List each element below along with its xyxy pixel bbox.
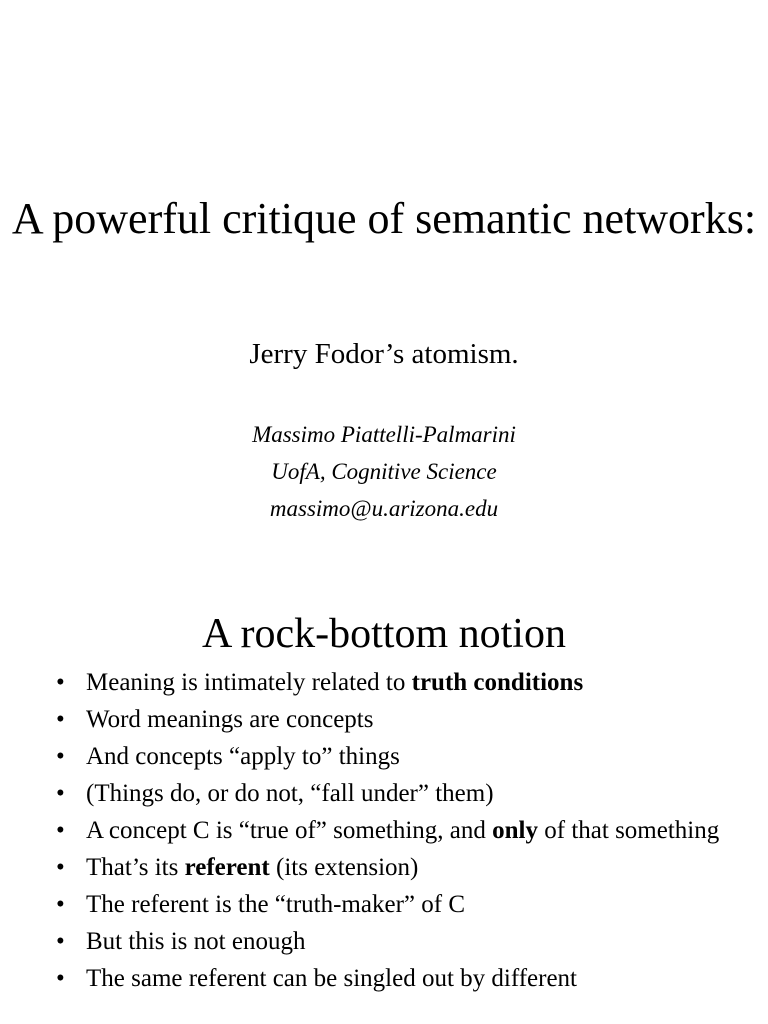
bullet-text-tail: of that something xyxy=(538,817,720,844)
bullet-item xyxy=(0,742,768,772)
bullet-item xyxy=(0,927,768,957)
bullet-text: A concept C is “true of” something, and xyxy=(86,817,493,844)
bullet-text: That’s its xyxy=(86,854,185,881)
bullet-icon: • xyxy=(56,928,65,955)
content-slide xyxy=(0,576,768,1024)
bullet-icon: • xyxy=(56,817,65,844)
bullet-icon: • xyxy=(56,669,65,696)
bullet-text: Meaning is intimately related to xyxy=(86,669,412,696)
bullet-icon: • xyxy=(56,780,65,807)
bullet-icon: • xyxy=(56,891,65,918)
bullet-text-tail: (its extension) xyxy=(269,854,419,881)
bullet-icon: • xyxy=(56,743,65,770)
bullet-text: (Things do, or do not, “fall under” them) xyxy=(86,780,494,807)
bullet-icon: • xyxy=(56,854,65,881)
slide-heading: A rock-bottom notion xyxy=(202,611,566,657)
bullet-text: Word meanings are concepts xyxy=(86,706,374,733)
bullet-text: But this is not enough xyxy=(86,928,306,955)
author-affiliation: UofA, Cognitive Science xyxy=(271,459,497,484)
bullet-text: The referent is the “truth-maker” of C xyxy=(86,891,465,918)
bullet-emphasis: truth conditions xyxy=(411,669,584,696)
bullet-item xyxy=(0,779,768,809)
slide-title: A powerful critique of semantic networks: xyxy=(11,194,757,243)
author-email: massimo@u.arizona.edu xyxy=(269,496,499,521)
bullet-text: And concepts “apply to” things xyxy=(86,743,400,770)
bullet-item xyxy=(0,668,768,698)
bullet-item xyxy=(0,964,768,994)
bullet-emphasis: referent xyxy=(184,854,270,881)
bullet-icon: • xyxy=(56,706,65,733)
bullet-item xyxy=(0,890,768,920)
bullet-emphasis: only xyxy=(492,817,539,844)
bullet-item xyxy=(0,816,768,846)
bullet-item xyxy=(0,853,768,883)
bullet-item xyxy=(0,705,768,735)
bullet-list xyxy=(0,668,768,1001)
bullet-icon: • xyxy=(56,965,65,992)
bullet-text: The same referent can be singled out by different xyxy=(86,965,578,992)
slide-subtitle: Jerry Fodor’s atomism. xyxy=(249,338,519,370)
author-name: Massimo Piattelli-Palmarini xyxy=(252,422,516,447)
author-block xyxy=(0,416,768,527)
